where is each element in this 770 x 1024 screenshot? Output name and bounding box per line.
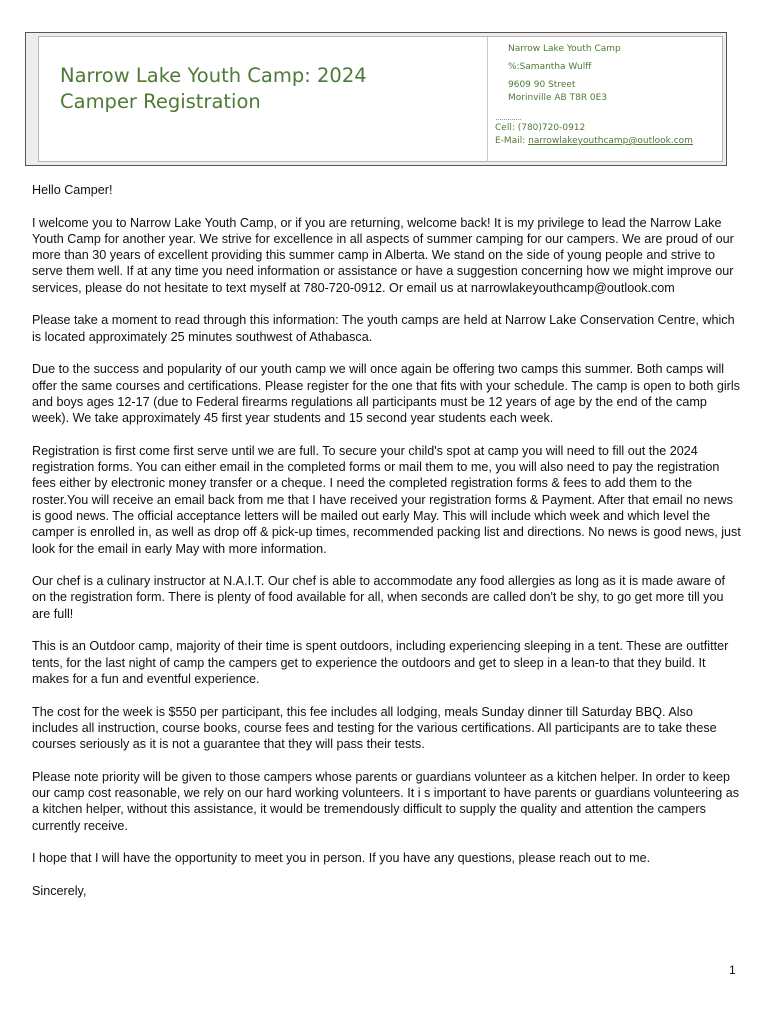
contact-email-prefix: E-Mail:	[495, 136, 529, 146]
letter-paragraph: I welcome you to Narrow Lake Youth Camp, or if you are returning, welcome back! It is my privilege to lead the Narrow Lake Youth Camp for another year. We strive for excellence in all aspects of summer camping for our campers. We are proud of our more than 30 years of excellent providing this summer camp in Alberta. We stand on the side of young people and strive to serve them well. If at any time you need information or assistance or have a suggestion concerning how we might improve our services, please do not hesitate to text myself at 780-720-0912. Or email us at narrowlakeyouthcamp@outlook.com	[32, 215, 734, 295]
page-title	[60, 63, 480, 115]
address-city: Morinville AB T8R 0E3	[508, 93, 608, 103]
address-name: Narrow Lake Youth Camp	[508, 44, 621, 54]
page-number: 1	[729, 963, 736, 977]
letter-greeting: Hello Camper!	[32, 183, 113, 197]
title-line-2: Camper Registration	[60, 90, 261, 113]
letter-paragraph: I hope that I will have the opportunity to meet you in person. If you have any questions, please reach out to me.	[32, 851, 651, 866]
address-separator: .............	[495, 113, 522, 122]
contact-email-line	[495, 136, 725, 146]
letter-body	[32, 182, 742, 915]
letter-closing: Sincerely,	[32, 883, 87, 898]
letter-paragraph: This is an Outdoor camp, majority of their time is spent outdoors, including experiencing sleeping in a tent. These are outfitter tents, for the last night of camp the campers get to experience the outdoors and get to sleep in a lean-to that they build. It makes for a fun and eventful experience.	[32, 639, 729, 686]
letter-paragraph: Due to the success and popularity of our youth camp we will once again be offering two camps this summer. Both camps will offer the same courses and certifications. Please register for the one that fits with your schedule. The camp is open to both girls and boys ages 12-17 (due to Federal firearms regulations all participants must be 12 years of age by the end of the camp week). We take approximately 45 first year students and 15 second year students each week.	[32, 362, 740, 426]
letter-paragraph: Our chef is a culinary instructor at N.A.I.T. Our chef is able to accommodate any food allergies as long as it is made aware of on the registration form. There is plenty of food available for all, when seconds are called don't be shy, to go get more till you are full!	[32, 574, 725, 621]
letter-paragraph: Registration is first come first serve until we are full. To secure your child's spot at camp you will need to fill out the 2024 registration forms. You can either email in the completed forms or mail them to me, you will also need to pay the registration fees either by electronic money transfer or a cheque. I need the completed registration forms & fees to add them to the roster.You will receive an email back from me that I have received your registration forms & Payment. After that email no news is good news. The official acceptance letters will be mailed out early May. This will include which week and which level the camper is enrolled in, as well as drop off & pick-up times, recommended packing list and directions. No news is good news, just look for the email in early May with more information.	[32, 443, 741, 556]
contact-email-link[interactable]: narrowlakeyouthcamp@outlook.com	[528, 136, 693, 146]
letter-paragraph: Please take a moment to read through this information: The youth camps are held at Narrow Lake Conservation Centre, which is located approximately 25 minutes southwest of Athabasca.	[32, 313, 735, 344]
address-street: 9609 90 Street	[508, 80, 576, 90]
title-line-1: Narrow Lake Youth Camp: 2024	[60, 64, 367, 87]
contact-cell: Cell: (780)720-0912	[495, 123, 586, 133]
letter-paragraph: Please note priority will be given to those campers whose parents or guardians volunteer as a kitchen helper. In order to keep our camp cost reasonable, we rely on our hard working volunteers. It i s important to have parents or guardians volunteering as a kitchen helper, without this assistance, it would be tremendously difficult to supply the quality and attention the campers currently receive.	[32, 769, 740, 833]
letterhead-divider	[487, 37, 488, 162]
address-attention: %:Samantha Wulff	[508, 62, 592, 72]
letter-paragraph: The cost for the week is $550 per participant, this fee includes all lodging, meals Sunday dinner till Saturday BBQ. Also includes all instruction, course books, course fees and testing for the various certifications. All participants are to take these courses seriously as it is not a guarantee that they will pass their tests.	[32, 704, 717, 752]
